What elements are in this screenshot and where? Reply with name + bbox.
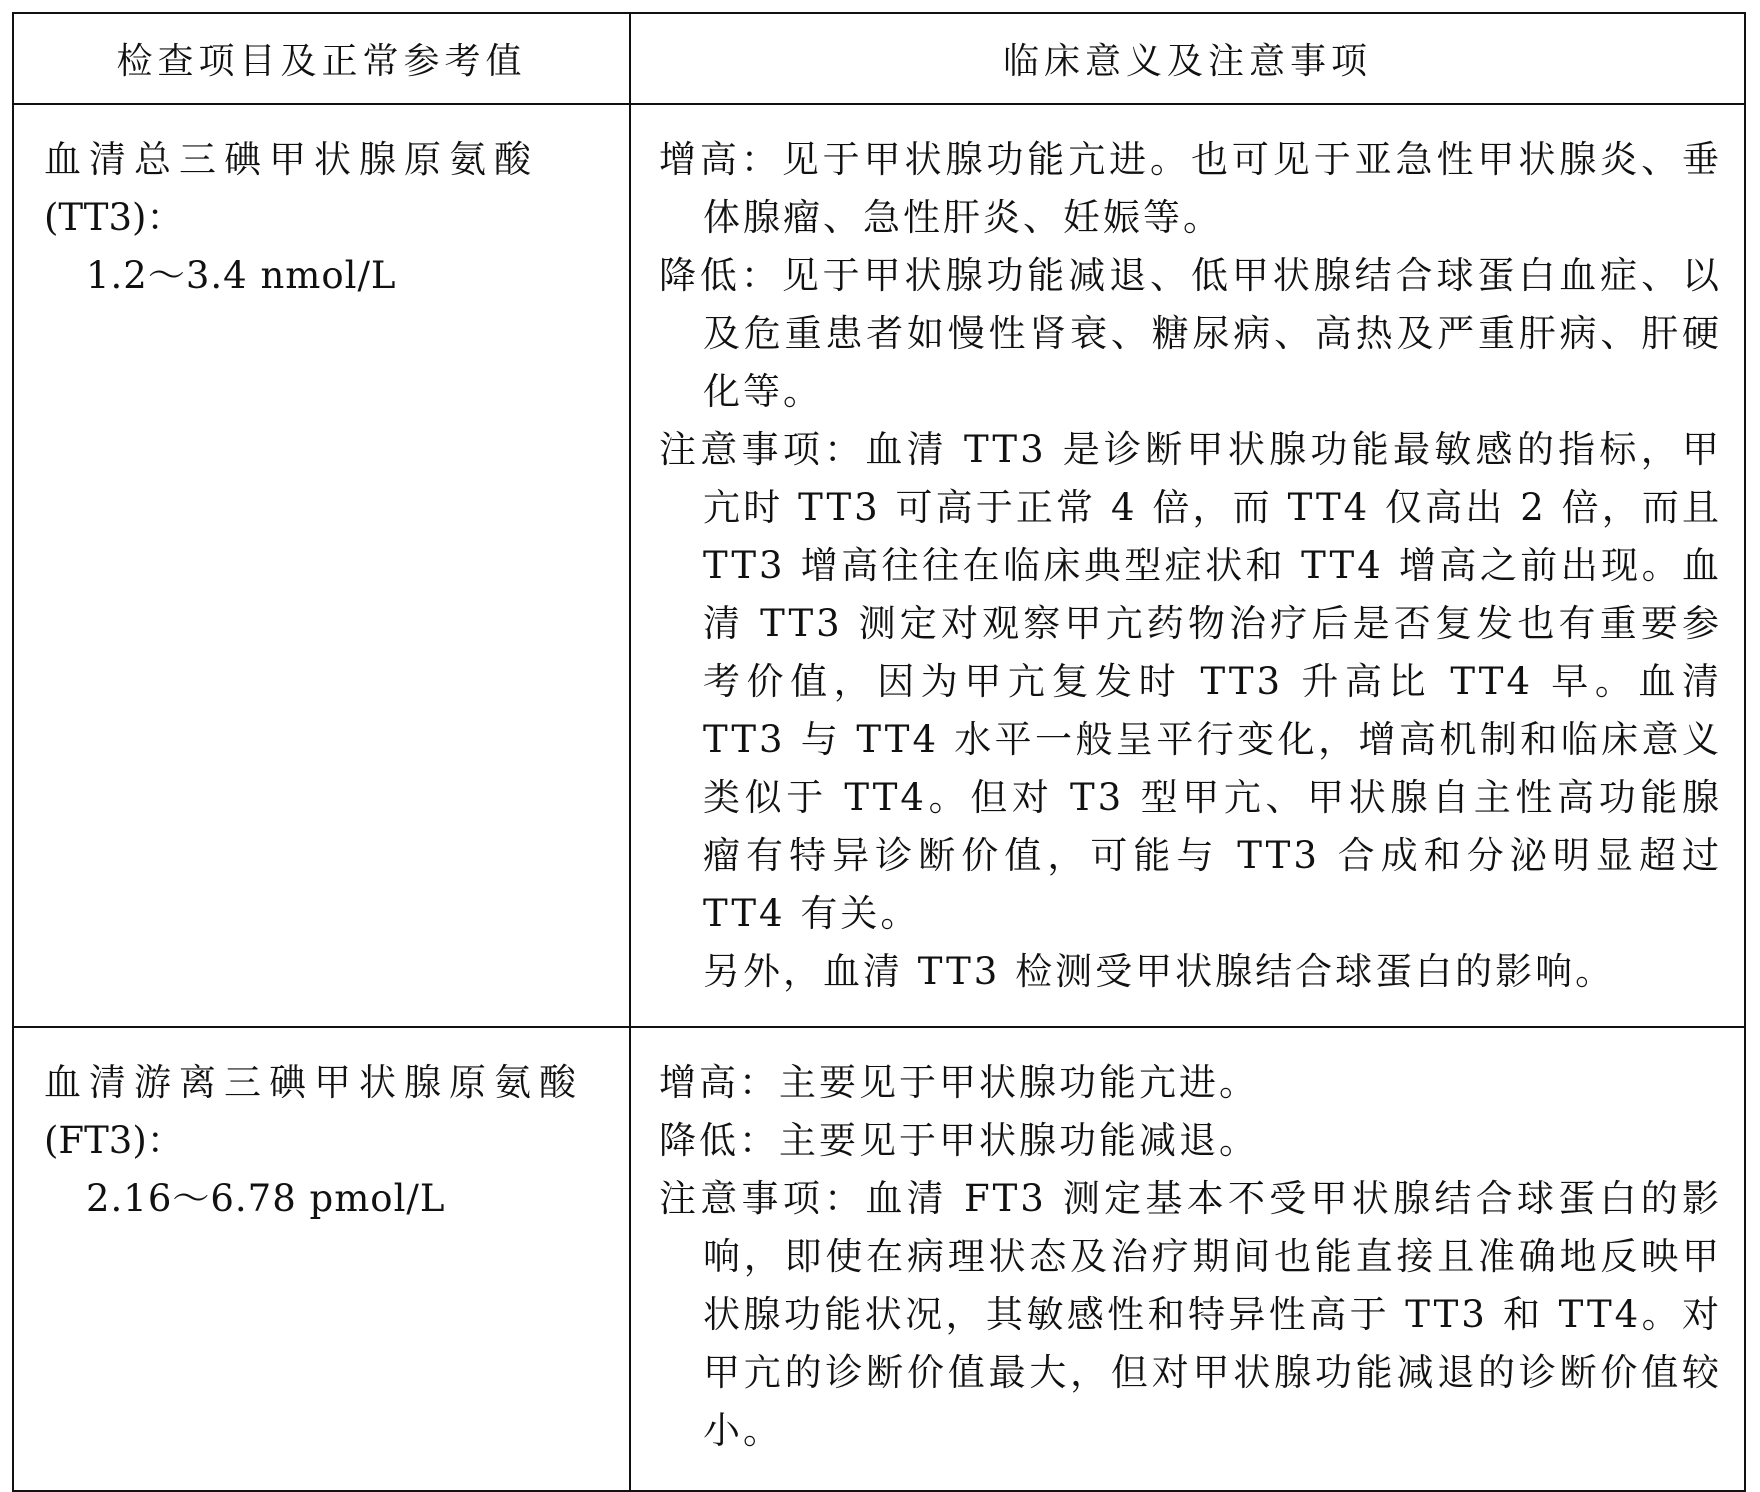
reference-table	[12, 12, 1746, 1492]
extra-note-text: 另外，血清 TT3 检测受甲状腺结合球蛋白的影响。	[703, 949, 1616, 993]
clinical-significance-cell	[630, 1027, 1745, 1491]
test-item-cell	[13, 104, 630, 1027]
test-item-abbr: (TT3)：	[44, 195, 184, 239]
table-header-row	[13, 13, 1745, 104]
notes-text: 注意事项：血清 FT3 测定基本不受甲状腺结合球蛋白的影响，即使在病理状态及治疗期间也能直接且准确地反映甲状腺功能状况，其敏感性和特异性高于 TT3 和 TT4。对甲亢的诊断价值最大，但对甲状腺功能减退的诊断价值较小。	[659, 1176, 1722, 1452]
test-item-name: 血清总三碘甲状腺原氨酸	[44, 137, 539, 181]
header-item-reference: 检查项目及正常参考值	[13, 13, 630, 104]
test-item-name: 血清游离三碘甲状腺原氨酸	[44, 1060, 584, 1104]
test-item-cell	[13, 1027, 630, 1491]
increase-text: 增高：主要见于甲状腺功能亢进。	[659, 1060, 1259, 1104]
notes-text: 注意事项：血清 TT3 是诊断甲状腺功能最敏感的指标，甲亢时 TT3 可高于正常 4 倍，而 TT4 仅高出 2 倍，而且 TT3 增高往往在临床典型症状和 TT4 增高之前出现。血清 TT3 测定对观察甲亢药物治疗后是否复发也有重要参考价值，因为甲亢复发时 TT3 升高比 TT4 早。血清 TT3 与 TT4 水平一般呈平行变化，增高机制和临床意义类似于 TT4。但对 T3 型甲亢、甲状腺自主性高功能腺瘤有特异诊断价值，可能与 TT3 合成和分泌明显超过 TT4 有关。	[659, 427, 1722, 935]
clinical-significance-cell	[630, 104, 1745, 1027]
reference-range: 2.16～6.78 pmol/L	[86, 1176, 446, 1220]
header-clinical-significance: 临床意义及注意事项	[630, 13, 1745, 104]
decrease-text: 降低：见于甲状腺功能减退、低甲状腺结合球蛋白血症、以及危重患者如慢性肾衰、糖尿病、高热及严重肝病、肝硬化等。	[659, 253, 1722, 413]
test-item-abbr: (FT3)：	[44, 1118, 184, 1162]
reference-range: 1.2～3.4 nmol/L	[86, 253, 397, 297]
increase-text: 增高：见于甲状腺功能亢进。也可见于亚急性甲状腺炎、垂体腺瘤、急性肝炎、妊娠等。	[659, 137, 1722, 239]
table-row	[13, 1027, 1745, 1491]
decrease-text: 降低：主要见于甲状腺功能减退。	[659, 1118, 1259, 1162]
table-row	[13, 104, 1745, 1027]
